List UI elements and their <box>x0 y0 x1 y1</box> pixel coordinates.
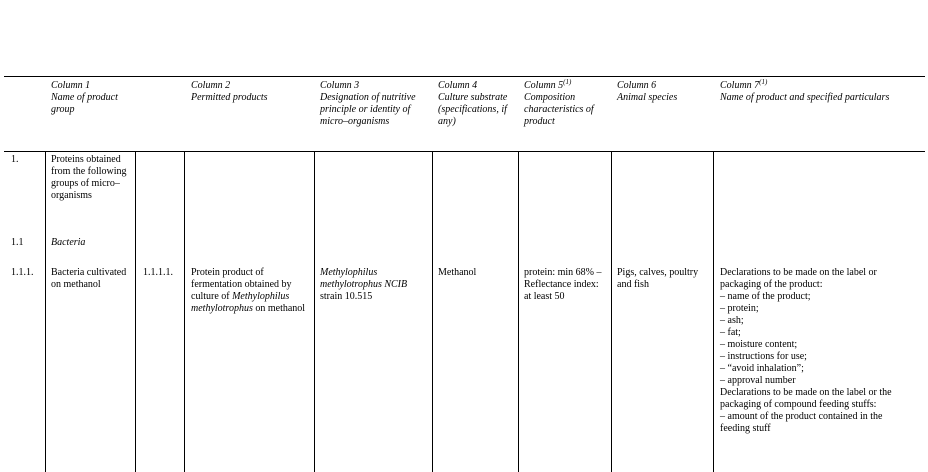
column-title: Column 7$^{(1)}$ <box>720 78 768 91</box>
organism-name: Methylophilus methylotrophus NCIB <box>320 267 408 290</box>
column-divider <box>432 152 433 472</box>
header-column-2 <box>191 80 311 104</box>
column-divider <box>45 152 46 472</box>
animal-species: Pigs, calves, poultry and fish <box>617 267 699 290</box>
particulars-line: feeding stuff <box>720 423 771 434</box>
table-top-rule <box>4 76 925 77</box>
column-divider <box>135 152 136 472</box>
particulars-line: – fat; <box>720 327 741 338</box>
column-title: Column 5$^{(1)}$ <box>524 78 572 91</box>
particulars-line: – protein; <box>720 303 759 314</box>
specified-particulars <box>720 267 925 435</box>
header-column-4 <box>438 80 514 128</box>
column-divider <box>518 152 519 472</box>
column-divider <box>314 152 315 472</box>
composition-characteristics: protein: min 68% – Reflectance index: at least 50 <box>524 267 602 302</box>
particulars-line: packaging of the product: <box>720 279 823 290</box>
nutritive-principle <box>320 267 432 303</box>
particulars-line: – “avoid inhalation”; <box>720 363 804 374</box>
column-subtitle: Name of product and specified particulars <box>720 92 890 103</box>
header-column-5 <box>524 80 608 128</box>
column-divider <box>184 152 185 472</box>
product-number: 1.1.1.1. <box>143 267 173 278</box>
organism-name: Methylophilus methylotrophus <box>191 291 290 314</box>
column-title: Column 4 <box>438 80 478 91</box>
column-subtitle: Culture substrate (specifications, if any) <box>438 92 508 127</box>
column-divider <box>713 152 714 472</box>
footnote-marker: (1) <box>563 78 572 86</box>
row-number: 1.1 <box>11 237 24 248</box>
column-title: Column 3 <box>320 80 360 91</box>
permitted-product: Protein product of fermentation obtained by culture of Methylophilus methylotrophus on methanol <box>191 267 306 314</box>
particulars-line: Declarations to be made on the label or <box>720 267 877 278</box>
column-subtitle: Composition characteristics of product <box>524 92 594 127</box>
particulars-line: – instructions for use; <box>720 351 807 362</box>
strain: strain 10.515 <box>320 291 373 302</box>
column-subtitle: Permitted products <box>191 92 268 103</box>
header-column-6 <box>617 80 709 104</box>
header-column-7 <box>720 80 925 104</box>
particulars-line: – name of the product; <box>720 291 811 302</box>
particulars-line: – approval number <box>720 375 796 386</box>
particulars-line: – ash; <box>720 315 744 326</box>
row-number: 1.1.1. <box>11 267 34 278</box>
header-column-1 <box>51 80 133 116</box>
header-bottom-rule <box>4 151 925 152</box>
column-title: Column 2 <box>191 80 231 91</box>
culture-substrate: Methanol <box>438 267 477 278</box>
particulars-line: – moisture content; <box>720 339 798 350</box>
column-title: Column 6 <box>617 80 657 91</box>
product-group-name: Bacteria cultivated on methanol <box>51 267 127 290</box>
particulars-line: – amount of the product contained in the <box>720 411 883 422</box>
row-number: 1. <box>11 154 19 165</box>
column-subtitle: Name of product group <box>51 92 118 115</box>
column-subtitle: Designation of nutritive principle or identity of micro–organisms <box>320 92 416 127</box>
column-divider <box>611 152 612 472</box>
column-subtitle: Animal species <box>617 92 678 103</box>
product-group-name: Bacteria <box>51 237 86 248</box>
column-title: Column 1 <box>51 80 91 91</box>
product-group-name: Proteins obtained from the following groups of micro– organisms <box>51 154 127 201</box>
footnote-marker: (1) <box>759 78 768 86</box>
particulars-line: packaging of compound feeding stuffs: <box>720 399 877 410</box>
particulars-line: Declarations to be made on the label or the <box>720 387 892 398</box>
header-column-3 <box>320 80 428 128</box>
